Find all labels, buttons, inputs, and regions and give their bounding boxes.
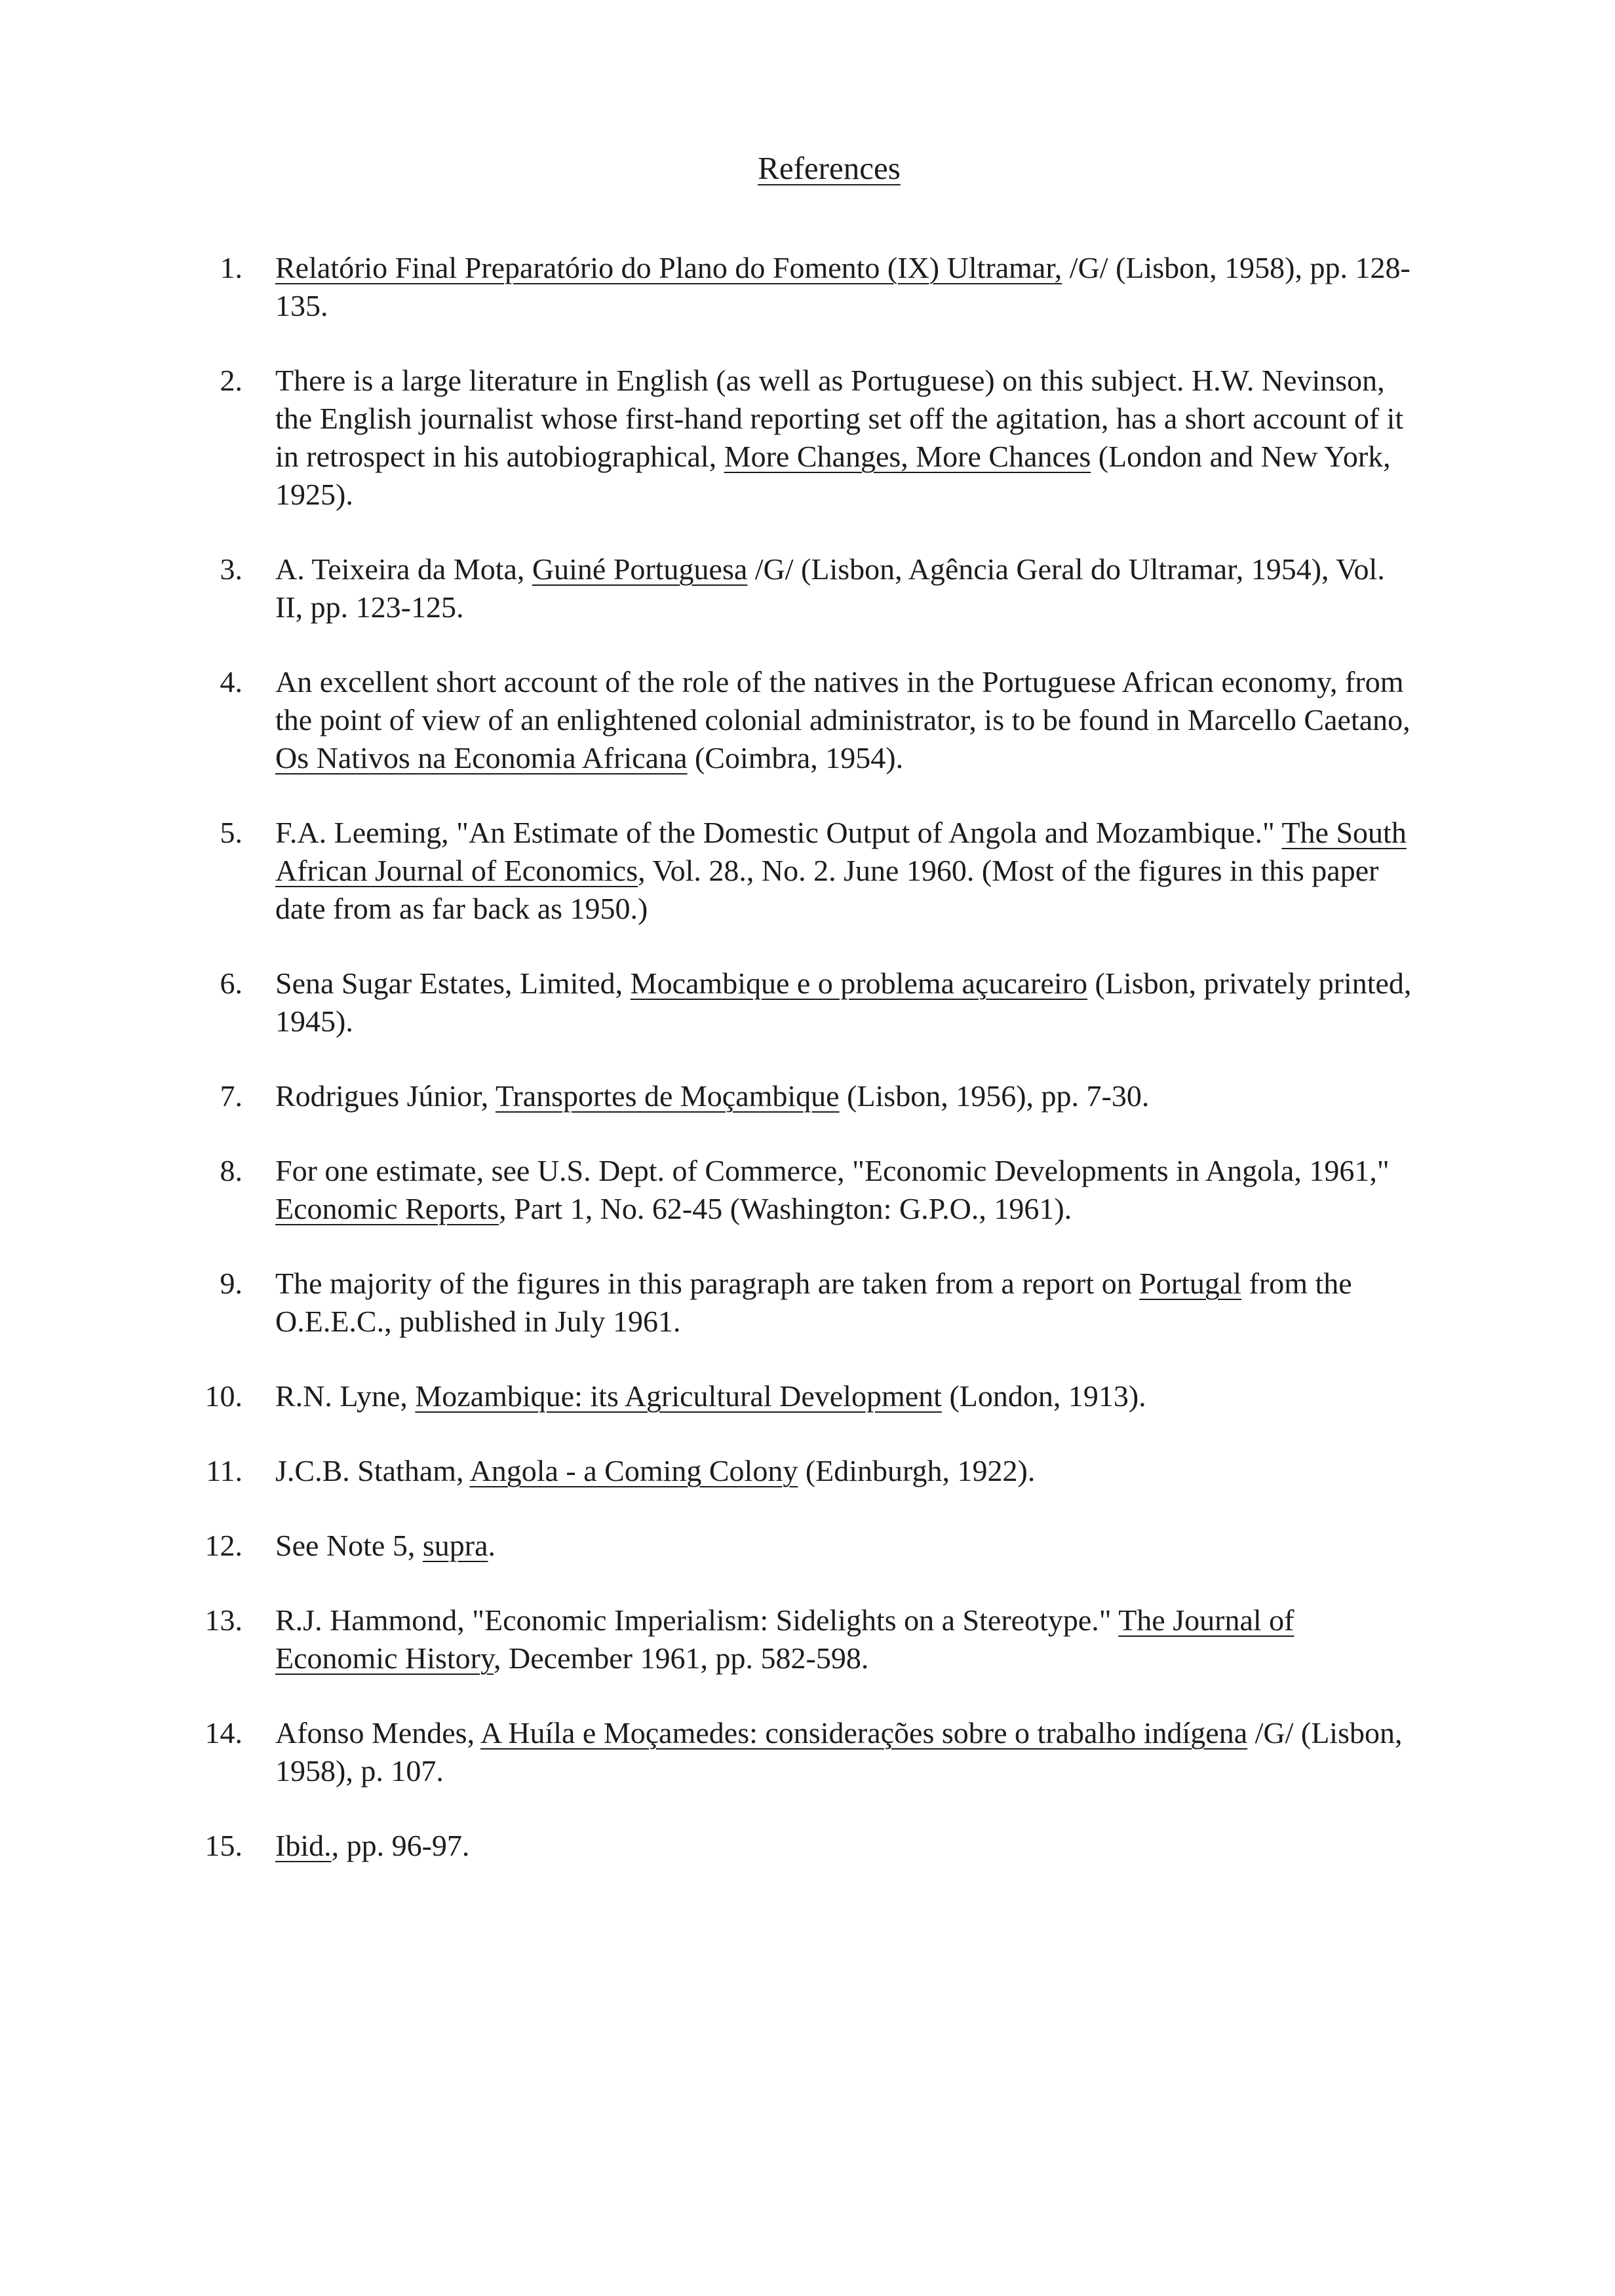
page-title: References — [758, 150, 901, 186]
reference-item — [170, 1077, 1416, 1115]
reference-number: 4. — [220, 665, 243, 698]
reference-item — [170, 1265, 1416, 1341]
reference-title: supra — [422, 1529, 488, 1562]
reference-text — [275, 550, 1416, 626]
reference-text-after: /G/ (Lisbon, 1958), pp. 128-135. — [275, 251, 1411, 322]
reference-title: Ibid. — [275, 1829, 332, 1862]
reference-number: 12. — [204, 1529, 243, 1562]
reference-number: 6. — [220, 966, 243, 1000]
reference-number: 5. — [220, 816, 243, 849]
reference-text-after: (Coimbra, 1954). — [687, 741, 904, 775]
reference-item — [170, 362, 1416, 514]
reference-item — [170, 1714, 1416, 1790]
reference-text — [275, 1714, 1416, 1790]
reference-title: Mocambique e o problema açucareiro — [630, 966, 1088, 1000]
reference-text-before: Afonso Mendes, — [275, 1716, 481, 1750]
reference-text-before: See Note 5, — [275, 1529, 423, 1562]
reference-item — [170, 1827, 1416, 1865]
reference-text — [275, 1452, 1416, 1490]
reference-text-before: Rodrigues Júnior, — [275, 1079, 496, 1113]
reference-item — [170, 965, 1416, 1041]
reference-text-after: (Lisbon, 1956), pp. 7-30. — [839, 1079, 1150, 1113]
reference-text-before: R.J. Hammond, "Economic Imperialism: Sidelights on a Stereotype." — [275, 1603, 1119, 1637]
reference-text-after: from the O.E.E.C., published in July 1961. — [275, 1267, 1352, 1338]
reference-text — [275, 1077, 1416, 1115]
reference-title: The Journal of Economic History — [275, 1603, 1294, 1675]
reference-text — [275, 362, 1416, 514]
reference-title: Guiné Portuguesa — [532, 552, 748, 586]
reference-number: 9. — [220, 1267, 243, 1300]
reference-title: The South African Journal of Economics — [275, 816, 1407, 887]
reference-text-after: , Part 1, No. 62-45 (Washington: G.P.O., 1961). — [499, 1192, 1072, 1225]
reference-number: 10. — [204, 1379, 243, 1413]
reference-text-after: , Vol. 28., No. 2. June 1960. (Most of the figures in this paper date from as far back as 1950.) — [275, 854, 1379, 925]
reference-title: Os Nativos na Economia Africana — [275, 741, 688, 775]
reference-number: 13. — [204, 1603, 243, 1637]
reference-number: 3. — [220, 552, 243, 586]
reference-text-after: (London and New York, 1925). — [275, 440, 1391, 511]
reference-text — [275, 1527, 1416, 1565]
reference-text — [275, 1377, 1416, 1415]
reference-text-before: Sena Sugar Estates, Limited, — [275, 966, 631, 1000]
reference-text — [275, 249, 1416, 325]
reference-item — [170, 663, 1416, 777]
reference-title: A Huíla e Moçamedes: considerações sobre o trabalho indígena — [480, 1716, 1248, 1750]
reference-text — [275, 965, 1416, 1041]
reference-title: Angola - a Coming Colony — [469, 1454, 798, 1487]
reference-text-before: R.N. Lyne, — [275, 1379, 416, 1413]
reference-text-before: A. Teixeira da Mota, — [275, 552, 532, 586]
reference-text — [275, 1827, 1416, 1865]
reference-text — [275, 1601, 1416, 1677]
reference-text — [275, 663, 1416, 777]
reference-number: 2. — [220, 364, 243, 397]
reference-text-after: (London, 1913). — [941, 1379, 1146, 1413]
reference-item — [170, 814, 1416, 928]
reference-title: Relatório Final Preparatório do Plano do Fomento (IX) Ultramar, — [275, 251, 1062, 284]
reference-text-after: /G/ (Lisbon, Agência Geral do Ultramar, 1954), Vol. II, pp. 123-125. — [275, 552, 1385, 624]
reference-number: 7. — [220, 1079, 243, 1113]
reference-item — [170, 1601, 1416, 1677]
reference-title: Economic Reports — [275, 1192, 499, 1225]
reference-number: 1. — [220, 251, 243, 284]
reference-text-after: /G/ (Lisbon, 1958), p. 107. — [275, 1716, 1403, 1788]
reference-text-after: (Lisbon, privately printed, 1945). — [275, 966, 1412, 1038]
reference-text-after: , pp. 96-97. — [331, 1829, 470, 1862]
reference-text-after: , December 1961, pp. 582-598. — [494, 1641, 869, 1675]
reference-number: 8. — [220, 1154, 243, 1187]
reference-list — [170, 249, 1416, 1902]
reference-text-before: There is a large literature in English (as well as Portuguese) on this subject. H.W. Nevinson, the English journalist whose first-hand reporting set off the agitation, has a short account of it in retrospect in his autobiographical, — [275, 364, 1404, 473]
reference-number: 15. — [204, 1829, 243, 1862]
reference-item — [170, 1452, 1416, 1490]
reference-text — [275, 1265, 1416, 1341]
reference-item — [170, 1377, 1416, 1415]
reference-text — [275, 1152, 1416, 1228]
reference-text-before: F.A. Leeming, "An Estimate of the Domestic Output of Angola and Mozambique." — [275, 816, 1282, 849]
reference-title: More Changes, More Chances — [724, 440, 1091, 473]
reference-text-before: The majority of the figures in this paragraph are taken from a report on — [275, 1267, 1140, 1300]
reference-number: 11. — [206, 1454, 243, 1487]
reference-number: 14. — [204, 1716, 243, 1750]
reference-title: Portugal — [1139, 1267, 1242, 1300]
reference-text — [275, 814, 1416, 928]
reference-text-after: . — [488, 1529, 496, 1562]
reference-text-before: An excellent short account of the role of the natives in the Portuguese African economy, from the point of view of an enlightened colonial administrator, is to be found in Marcello Caetano, — [275, 665, 1411, 737]
reference-item — [170, 1527, 1416, 1565]
reference-text-before: J.C.B. Statham, — [275, 1454, 470, 1487]
reference-title: Transportes de Moçambique — [495, 1079, 840, 1113]
reference-item — [170, 249, 1416, 325]
reference-text-after: (Edinburgh, 1922). — [798, 1454, 1036, 1487]
reference-title: Mozambique: its Agricultural Development — [415, 1379, 942, 1413]
reference-item — [170, 1152, 1416, 1228]
reference-text-before: For one estimate, see U.S. Dept. of Commerce, "Economic Developments in Angola, 1961," — [275, 1154, 1390, 1187]
reference-item — [170, 550, 1416, 626]
